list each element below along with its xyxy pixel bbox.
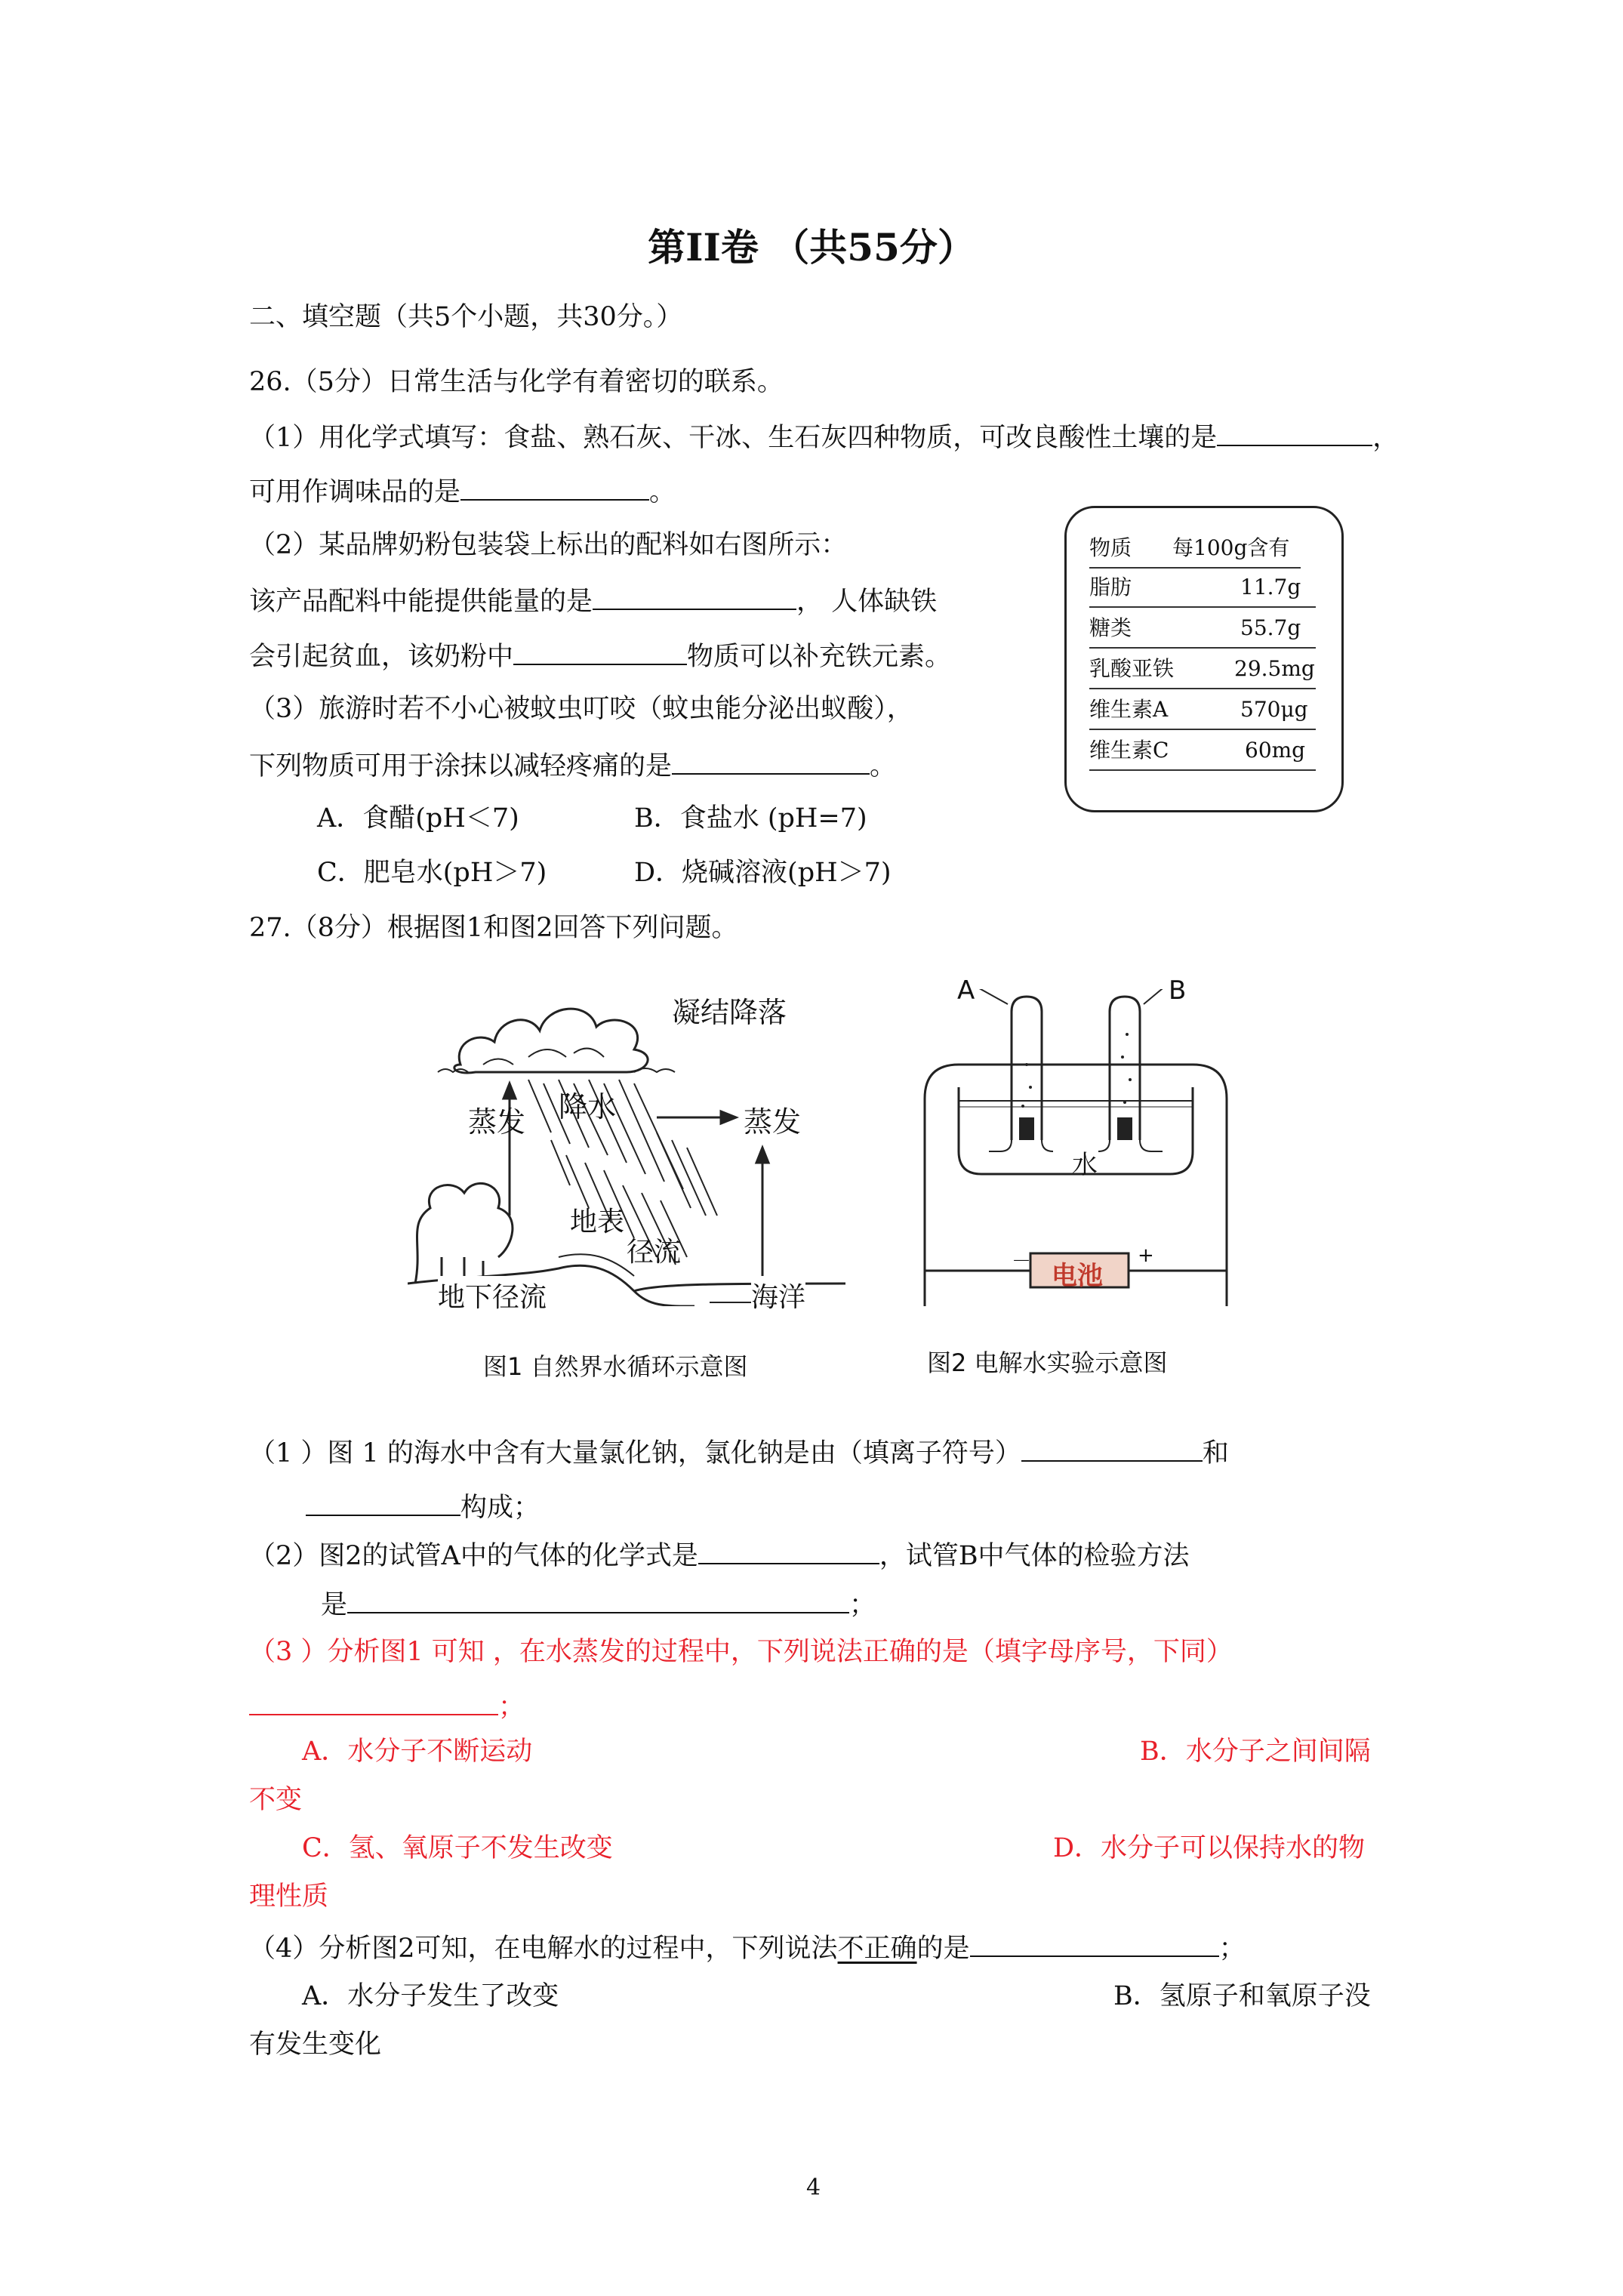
divider [1089,729,1316,730]
nutrition-row-value: 29.5mg [1234,656,1315,681]
q27-part3-option-b-cont: 不变 [249,1785,303,1815]
q26-part3-line2: 下列物质可用于涂抹以减轻疼痛的是 。 [249,747,896,783]
answer-blank[interactable] [249,1688,498,1715]
divider [1089,606,1316,608]
figure-water-cycle [408,959,845,1313]
nutrition-row-value: 55.7g [1240,615,1301,640]
q27-part4-option-b: B．氢原子和氧原子没 [1113,1981,1371,2011]
label-tube-a: A [957,975,975,1006]
label-water: 水 [1072,1150,1098,1180]
nutrition-row-name: 糖类 [1089,615,1132,640]
q26-part2-line1: （2）某品牌奶粉包装袋上标出的配料如右图所示： [249,530,848,560]
answer-blank[interactable] [1021,1435,1203,1462]
divider [1089,647,1316,649]
answer-blank[interactable] [513,638,687,665]
q27-part1-line1: （1 ）图 1 的海水中含有大量氯化钠，氯化钠是由（填离子符号） 和 [249,1435,1229,1470]
label-runoff: 径流 [627,1237,682,1268]
nutrition-header-value: 每100g含有 [1172,535,1290,560]
answer-blank[interactable] [460,473,649,501]
label-evaporation-right: 蒸发 [744,1105,802,1139]
q26-option-a: A．食醋(pH＜7) [317,803,519,834]
q26-part1-line2: 可用作调味品的是 。 [249,473,676,509]
label-precipitation: 降水 [559,1090,617,1123]
label-ocean: 海洋 [751,1276,805,1314]
answer-blank[interactable] [672,747,870,775]
label-evaporation-left: 蒸发 [468,1105,526,1139]
q26-part3-line1: （3）旅游时若不小心被蚊虫叮咬（蚊虫能分泌出蚁酸）， [249,694,913,724]
q27-part4-prompt: （4）分析图2可知，在电解水的过程中，下列说法不正确的是 ； [249,1930,1246,1965]
q26-option-c: C．肥皂水(pH＞7) [317,858,547,888]
figure-electrolysis [917,989,1234,1306]
nutrition-row-name: 乳酸亚铁 [1089,656,1175,681]
q27-part1-line2: 构成； [306,1489,540,1524]
q26-heading: 26.（5分）日常生活与化学有着密切的联系。 [249,367,784,397]
nutrition-row-value: 570μg [1240,697,1308,722]
q27-part3-option-c: C．氢、氧原子不发生改变 [302,1833,613,1863]
q26-part2-line3: 会引起贫血，该奶粉中 物质可以补充铁元素。 [249,638,951,673]
q27-part3-option-d: D．水分子可以保持水的物 [1053,1833,1366,1863]
q26-option-b: B．食盐水 (pH=7) [634,803,867,834]
answer-blank[interactable] [1217,419,1372,446]
answer-blank[interactable] [347,1586,849,1613]
answer-blank[interactable] [698,1537,879,1564]
label-tube-b: B [1169,975,1187,1006]
q26-part2-line2: 该产品配料中能提供能量的是 ， 人体缺铁 [249,583,937,618]
nutrition-row-name: 维生素A [1089,697,1169,722]
figure2-caption: 图2 电解水实验示意图 [927,1348,1168,1377]
nutrition-row-value: 60mg [1245,738,1306,763]
nutrition-header-name: 物质 [1089,535,1132,560]
label-groundwater: 地下径流 [438,1276,547,1314]
nutrition-row-name: 维生素C [1089,738,1169,763]
section-heading: 二、填空题（共5个小题，共30分。） [249,302,683,332]
label-positive: + [1138,1244,1154,1267]
q26-option-d: D．烧碱溶液(pH＞7) [634,858,892,888]
q27-part2-line1: （2）图2的试管A中的气体的化学式是 ，试管B中气体的检验方法 [249,1537,1190,1573]
q27-heading: 27.（8分）根据图1和图2回答下列问题。 [249,913,738,943]
page-number: 4 [806,2174,821,2201]
q27-part3-prompt: （3 ）分析图1 可知 ，在水蒸发的过程中，下列说法正确的是（填字母序号，下同） [249,1637,1233,1667]
label-battery: 电池 [1052,1261,1103,1291]
answer-blank[interactable] [970,1930,1219,1957]
divider [1089,688,1316,689]
page-title: 第II卷 （共55分） [648,225,975,270]
q27-part3-answer-line: ； [249,1688,525,1724]
nutrition-row-name: 脂肪 [1089,575,1132,599]
q27-part3-option-b: B．水分子之间间隔 [1140,1737,1371,1767]
q27-part4-option-b-cont: 有发生变化 [249,2029,382,2060]
q27-part3-option-a: A．水分子不断运动 [302,1737,533,1767]
nutrition-row-value: 11.7g [1240,575,1301,599]
answer-blank[interactable] [593,583,796,610]
q27-part2-line2: 是 ； [321,1586,876,1622]
nutrition-label [1064,506,1344,812]
label-surface: 地表 [570,1207,625,1237]
label-negative: － [1012,1250,1032,1273]
label-condense: 凝结降落 [672,996,787,1029]
q27-part4-option-a: A．水分子发生了改变 [302,1981,559,2011]
figure1-caption: 图1 自然界水循环示意图 [483,1352,748,1381]
q27-part3-option-d-cont: 理性质 [249,1881,329,1912]
answer-blank[interactable] [306,1489,460,1516]
divider [1089,769,1316,771]
q26-part1-line1: （1）用化学式填写：食盐、熟石灰、干冰、生石灰四种物质，可改良酸性土壤的是 ， [249,419,1399,455]
divider [1089,567,1301,569]
